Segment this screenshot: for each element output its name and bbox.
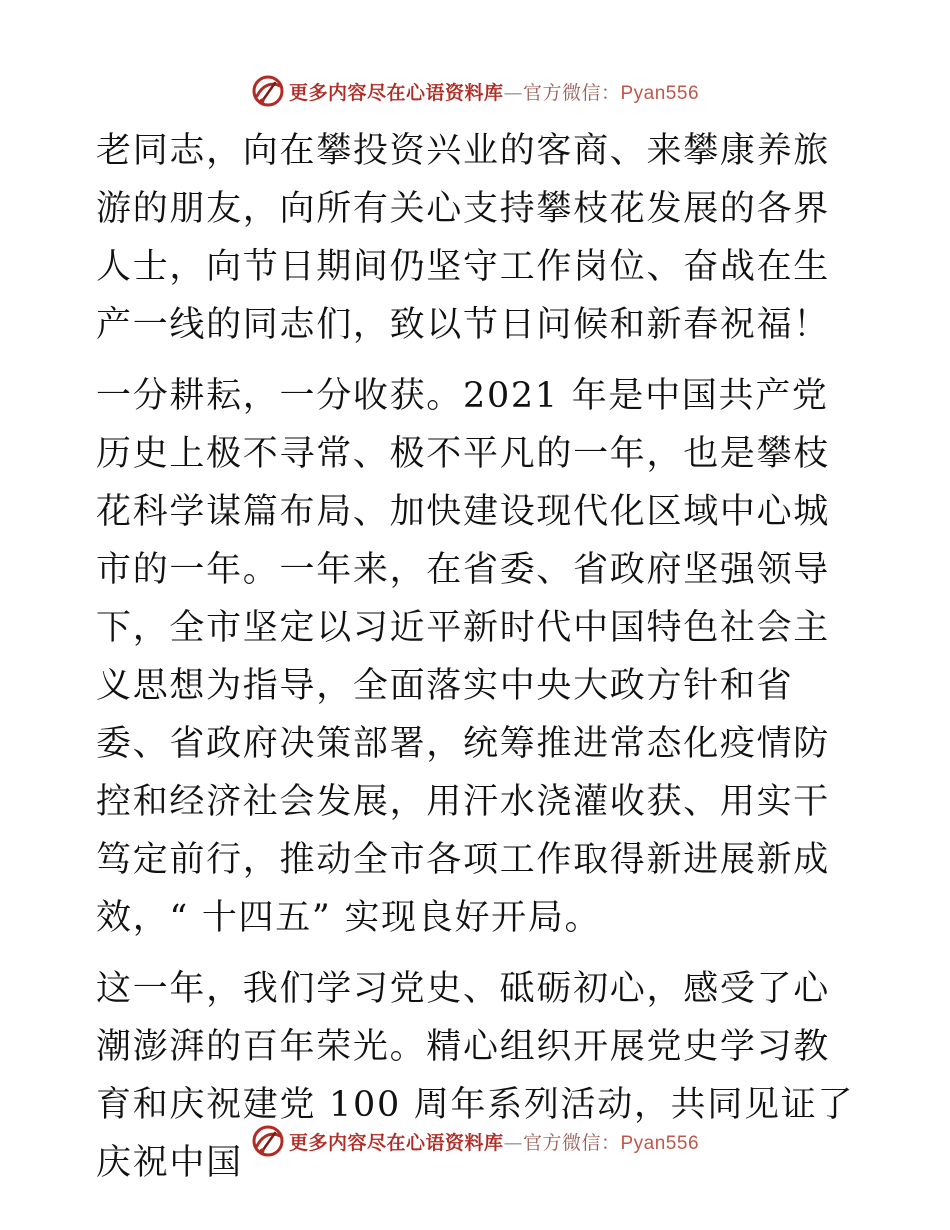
paragraph-3: 这一年，我们学习党史、砥砺初心，感受了心潮澎湃的百年荣光。精心组织开展党史学习教育和庆祝建党 100 周年系列活动，共同见证了庆祝中国	[96, 969, 855, 1183]
paragraph-1: 老同志，向在攀投资兴业的客商、来攀康养旅游的朋友，向所有关心支持攀枝花发展的各界人士，向节日期间仍坚守工作岗位、奋战在生产一线的同志们，致以节日问候和新春祝福！	[96, 131, 831, 345]
brush-seal-logo-icon	[251, 74, 285, 108]
header-dash: —	[503, 81, 523, 104]
paragraph-2: 一分耕耘，一分收获。2021 年是中国共产党历史上极不寻常、极不平凡的一年，也是攀枝花科学谋篇布局、加快建设现代化区域中心城市的一年。一年来，在省委、省政府坚强领导下，全市坚定以习近平新时代中国特色社会主义思想为指导，全面落实中央大政方针和省委、省政府决策部署，统筹推进常态化疫情防控和经济社会发展，用汗水浇灌收获、用实干笃定前行，推动全市各项工作取得新进展新成效，“ 十四五” 实现良好开局。	[96, 376, 831, 938]
footer-wechat-id: Pyan556	[620, 1132, 700, 1154]
header-wechat-label: 官方微信：	[522, 81, 621, 104]
document-body	[96, 122, 856, 1192]
footer-dash: —	[503, 1131, 523, 1154]
footer-brand-text: 更多内容尽在心语资料库	[288, 1131, 504, 1154]
footer-wechat-label: 官方微信：	[522, 1131, 621, 1154]
header-banner-text	[289, 78, 699, 105]
header-brand-text: 更多内容尽在心语资料库	[288, 81, 504, 104]
header-wechat-id: Pyan556	[620, 82, 700, 104]
header-watermark-banner	[0, 71, 950, 111]
footer-banner-text	[289, 1128, 699, 1155]
brush-seal-logo-icon	[251, 1124, 285, 1158]
footer-watermark-banner	[0, 1121, 950, 1161]
